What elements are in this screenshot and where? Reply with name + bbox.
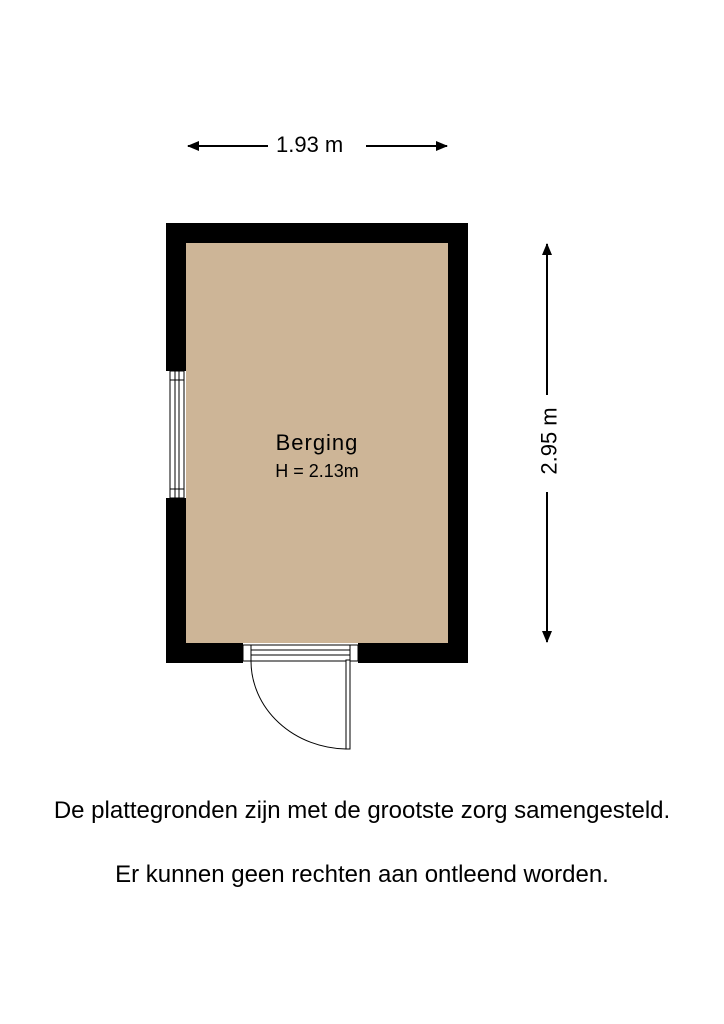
height-dimension-label: 2.95 m [539,399,561,482]
wall-bottom-right [358,643,468,663]
room-name: Berging [275,430,359,455]
disclaimer-line-2: Er kunnen geen rechten aan ontleend worden. [115,861,609,888]
wall-left-upper [166,223,186,371]
wall-bottom-left [166,643,243,663]
window [170,371,184,498]
room-height-label: H = 2.13m [275,461,359,481]
width-dimension-label: 1.93 m [268,134,351,156]
wall-top [166,223,468,243]
wall-right [448,223,468,663]
door-swing [251,660,350,749]
wall-left-lower [166,498,186,663]
disclaimer-line-1: De plattegronden zijn met de grootste zorg samengesteld. [53,797,671,824]
door-frame [243,645,358,661]
